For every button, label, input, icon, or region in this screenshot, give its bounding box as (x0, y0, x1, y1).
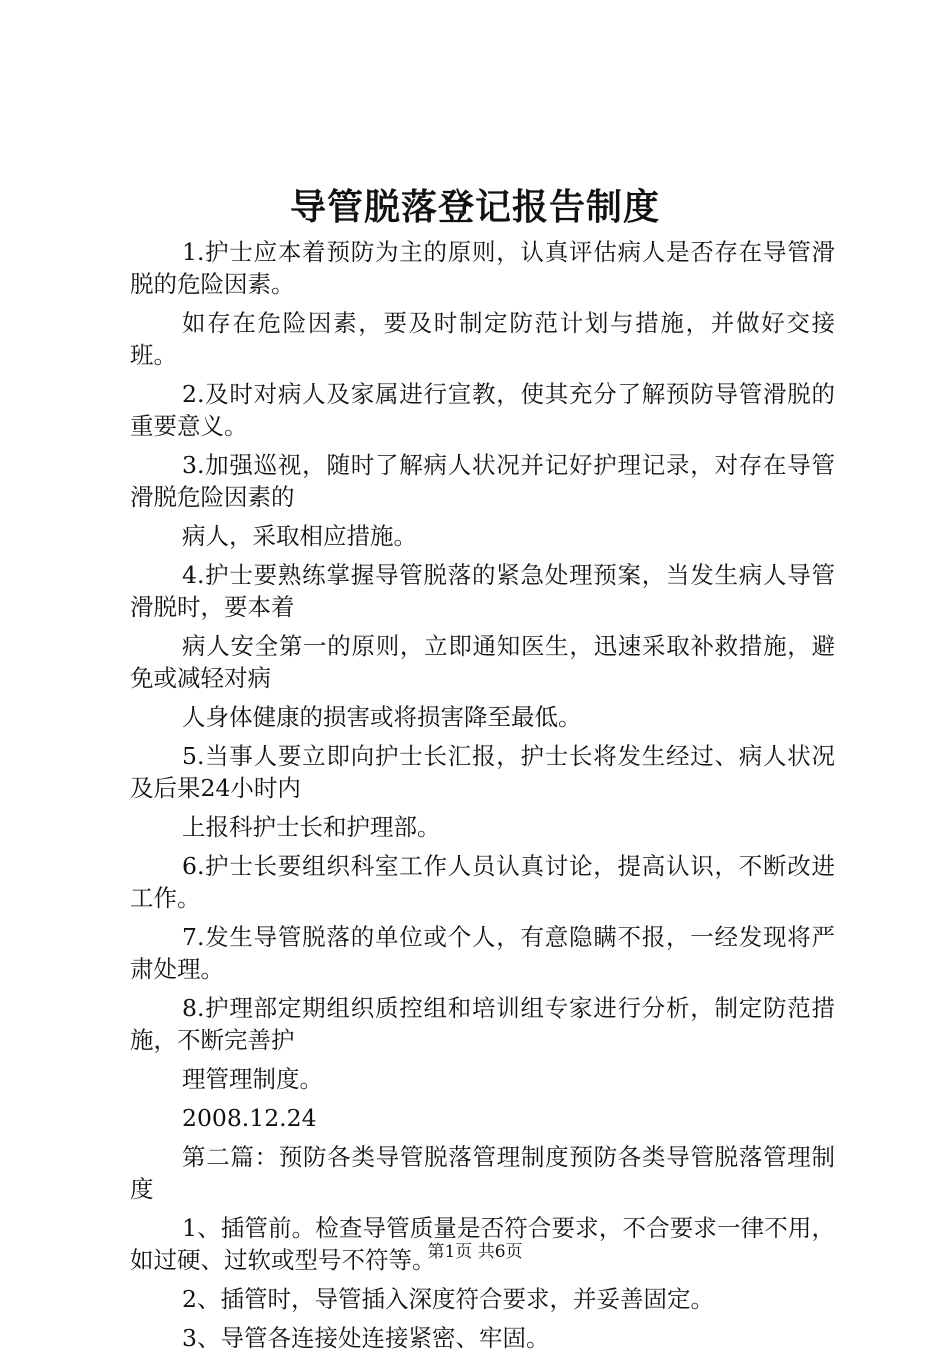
paragraph-9: 5.当事人要立即向护士长汇报，护士长将发生经过、病人状况及后果24小时内 (130, 742, 835, 802)
paragraph-4: 3.加强巡视，随时了解病人状况并记好护理记录，对存在导管滑脱危险因素的 (130, 451, 835, 511)
paragraph-19: 3、导管各连接处连接紧密、牢固。 (182, 1324, 550, 1352)
paragraph-18: 2、插管时，导管插入深度符合要求，并妥善固定。 (182, 1285, 714, 1313)
paragraph-7: 病人安全第一的原则，立即通知医生，迅速采取补救措施，避免或减轻对病 (130, 632, 835, 692)
paragraph-2: 如存在危险因素，要及时制定防范计划与措施，并做好交接班。 (130, 309, 835, 369)
section-heading: 第二篇：预防各类导管脱落管理制度预防各类导管脱落管理制度 (130, 1143, 835, 1203)
paragraph-12: 7.发生导管脱落的单位或个人，有意隐瞒不报，一经发现将严肃处理。 (130, 923, 835, 983)
paragraph-6: 4.护士要熟练掌握导管脱落的紧急处理预案，当发生病人导管滑脱时，要本着 (130, 561, 835, 621)
document-body (130, 236, 835, 1361)
document-date: 2008.12.24 (182, 1104, 317, 1132)
paragraph-8: 人身体健康的损害或将损害降至最低。 (182, 703, 582, 731)
paragraph-13: 8.护理部定期组织质控组和培训组专家进行分析，制定防范措施，不断完善护 (130, 994, 835, 1054)
paragraph-1: 1.护士应本着预防为主的原则，认真评估病人是否存在导管滑脱的危险因素。 (130, 238, 835, 298)
paragraph-14: 理管理制度。 (182, 1065, 323, 1093)
paragraph-11: 6.护士长要组织科室工作人员认真讨论，提高认识，不断改进工作。 (130, 852, 835, 912)
paragraph-5: 病人，采取相应措施。 (182, 522, 417, 550)
paragraph-3: 2.及时对病人及家属进行宣教，使其充分了解预防导管滑脱的重要意义。 (130, 380, 835, 440)
page-number: 第1页 共6页 (427, 1242, 523, 1262)
paragraph-17: 1、插管前。检查导管质量是否符合要求，不合要求一律不用，如过硬、过软或型号不符等。 (130, 1214, 835, 1274)
paragraph-10: 上报科护士长和护理部。 (182, 813, 441, 841)
document-title: 导管脱落登记报告制度 (289, 186, 660, 228)
